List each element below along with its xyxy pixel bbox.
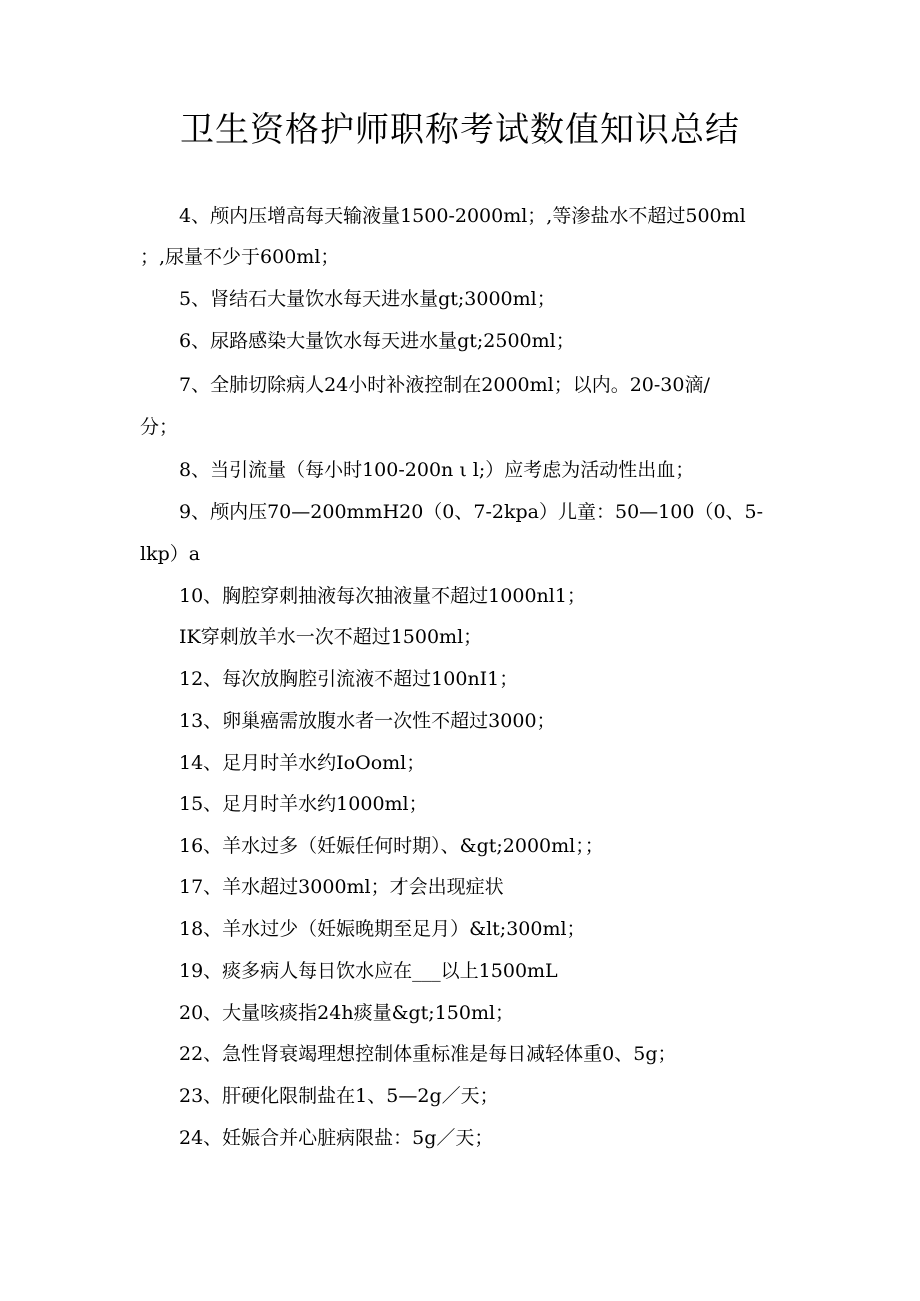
text-line: 18、羊水过少（妊娠晚期至足月）&lt;300ml； bbox=[179, 918, 586, 940]
document-title: 卫生资格护师职称考试数值知识总结 bbox=[180, 110, 740, 150]
text-line: 10、胸腔穿刺抽液每次抽液量不超过1000nl1； bbox=[179, 585, 586, 607]
text-line: 12、每次放胸腔引流液不超过100nI1； bbox=[179, 668, 519, 690]
text-line: 24、妊娠合并心脏病限盐：5g／天； bbox=[179, 1127, 494, 1149]
text-line: 22、急性肾衰竭理想控制体重标准是每日减轻体重0、5g； bbox=[179, 1043, 677, 1065]
text-line: 16、羊水过多（妊娠任何时期）、&gt;2000ml；； bbox=[179, 835, 604, 857]
text-line: 5、肾结石大量饮水每天进水量gt;3000ml； bbox=[179, 288, 556, 310]
text-line: 8、当引流量（每小时100-200n ι l;）应考虑为活动性出血； bbox=[179, 459, 695, 481]
text-line: IK穿刺放羊水一次不超过1500ml； bbox=[179, 626, 483, 648]
text-line: 9、颅内压70—200mmH20（0、7-2kpa）儿童：50—100（0、5- bbox=[179, 501, 764, 523]
text-line: 6、尿路感染大量饮水每天进水量gt;2500ml； bbox=[179, 330, 575, 352]
text-line: 17、羊水超过3000ml；才会出现症状 bbox=[179, 876, 504, 898]
text-line: ；,尿量不少于600ml； bbox=[140, 246, 340, 268]
text-line: 7、全肺切除病人24小时补液控制在2000ml；以内。20-30滴/ bbox=[179, 374, 710, 396]
text-line: 23、肝硬化限制盐在1、5—2g／天； bbox=[179, 1085, 499, 1107]
text-line: lkp）a bbox=[140, 543, 201, 565]
text-line: 19、痰多病人每日饮水应在___以上1500mL bbox=[179, 960, 558, 982]
text-line: 4、颅内压增高每天输液量1500-2000ml；,等渗盐水不超过500ml bbox=[179, 205, 746, 227]
text-line: 15、足月时羊水约1000ml； bbox=[179, 793, 428, 815]
text-line: 20、大量咳痰指24h痰量&gt;150ml； bbox=[179, 1002, 515, 1024]
text-line: 13、卵巢癌需放腹水者一次性不超过3000； bbox=[179, 710, 556, 732]
text-line: 14、足月时羊水约IoOoml； bbox=[179, 752, 426, 774]
text-line: 分； bbox=[140, 416, 179, 438]
